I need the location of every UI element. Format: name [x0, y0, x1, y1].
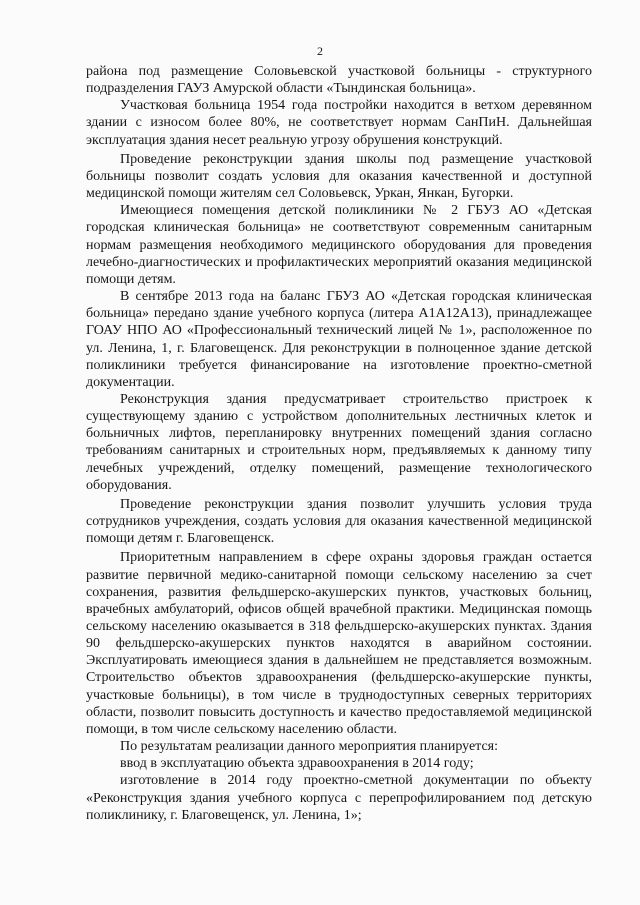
paragraph: Имеющиеся помещения детской поликлиники № 2 ГБУЗ АО «Детская городская клиническая больница» не соответствуют современным санитарным нормам размещения необходимого медицинского оборудования для проведения лечебно-диагностических и профилактических мероприятий оказания медицинской помощи детям.: [86, 203, 592, 287]
paragraph: ввод в эксплуатацию объекта здравоохранения в 2014 году;: [120, 756, 474, 772]
paragraph: Проведение реконструкции здания школы под размещение участковой больницы позволит создать условия для оказания качественной и доступной медицинской помощи жителям сел Соловьевск, Уркан, Янкан, Бугорки.: [86, 151, 592, 202]
paragraph: Реконструкция здания предусматривает строительство пристроек к существующему зданию с устройством дополнительных лестничных клеток и больничных лифтов, перепланировку внутренних помещений здания согласно требованиям санитарных и строительных норм, предъявляемых к данному типу лечебных учреждений, отделку помещений, размещение технологического оборудования.: [86, 391, 592, 493]
paragraph: Приоритетным направлением в сфере охраны здоровья граждан остается развитие первичной медико-санитарной помощи сельскому населению за счет сохранения, развития фельдшерско-акушерских пунктов, участковых больниц, врачебных амбулаторий, офисов общей врачебной практики. Медицинская помощь сельскому населению оказывается в 318 фельдшерско-акушерских пунктах. Здания 90 фельдшерско-акушерских пунктов находятся в аварийном состоянии. Эксплуатировать имеющиеся здания в дальнейшем не представляется возможным. Строительство объектов здравоохранения (фельдшерско-акушерские пункты, участковые больницы), в том числе в труднодоступных северных территориях области, позволит повысить доступность и качество предоставляемой медицинской помощи, в том числе сельскому населению области.: [86, 550, 592, 737]
document-body: [86, 63, 592, 824]
paragraph: В сентябре 2013 года на баланс ГБУЗ АО «Детская городская клиническая больница» передано здание учебного корпуса (литера А1А12А13), принадлежащее ГОАУ НПО АО «Профессиональный технический лицей № 1», расположенное по ул. Ленина, 1, г. Благовещенск. Для реконструкции в полноценное здание детской поликлиники требуется финансирование на изготовление проектно-сметной документации.: [86, 289, 592, 390]
page-number: 2: [317, 44, 323, 58]
paragraph: Проведение реконструкции здания позволит улучшить условия труда сотрудников учреждения, создать условия для оказания качественной медицинской помощи детям г. Благовещенск.: [86, 496, 592, 547]
paragraph: Участковая больница 1954 года постройки находится в ветхом деревянном здании с износом более 80%, не соответствует нормам СанПиН. Дальнейшая эксплуатация здания несет реальную угрозу обрушения конструкций.: [86, 98, 592, 148]
paragraph: изготовление в 2014 году проектно-сметной документации по объекту «Реконструкция здания учебного корпуса с перепрофилированием под детскую поликлинику, г. Благовещенск, ул. Ленина, 1»;: [86, 773, 592, 823]
paragraph: По результатам реализации данного мероприятия планируется:: [120, 739, 498, 755]
paragraph: района под размещение Соловьевской участковой больницы - структурного подразделения ГАУЗ Амурской области «Тындинская больница».: [86, 64, 592, 97]
